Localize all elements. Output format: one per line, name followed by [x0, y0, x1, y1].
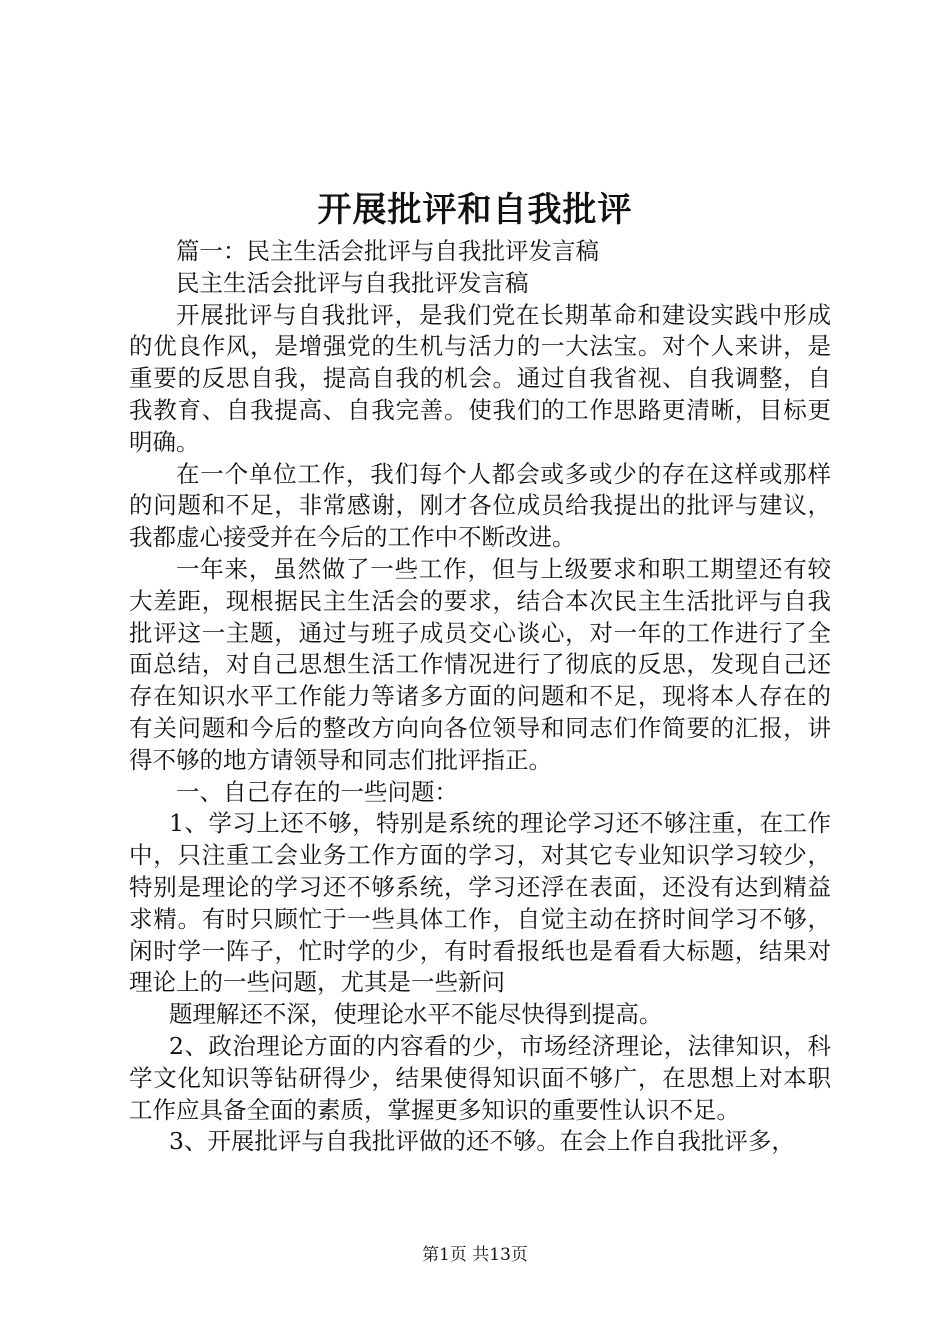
- paragraph: 在一个单位工作，我们每个人都会或多或少的存在这样或那样的问题和不足，非常感谢，刚才各位成员给我提出的批评与建议，我都虚心接受并在今后的工作中不断改进。: [129, 459, 831, 552]
- document-title: 开展批评和自我批评: [317, 190, 633, 230]
- subtitle: 民主生活会批评与自我批评发言稿: [176, 268, 529, 297]
- list-item: 2、政治理论方面的内容看的少，市场经济理论，法律知识，科学文化知识等钻研得少，结果使得知识面不够广，在思想上对本职工作应具备全面的素质，掌握更多知识的重要性认识不足。: [129, 1031, 831, 1124]
- section-heading: 篇一：民主生活会批评与自我批评发言稿: [176, 237, 599, 265]
- paragraph: 一年来，虽然做了一些工作，但与上级要求和职工期望还有较大差距，现根据民主生活会的要求，结合本次民主生活批评与自我批评这一主题，通过与班子成员交心谈心，对一年的工作进行了全面总结，对自己思想生活工作情况进行了彻底的反思，发现自己还存在知识水平工作能力等诸多方面的问题和不足，现将本人存在的有关问题和今后的整改方向向各位领导和同志们作简要的汇报，讲得不够的地方请领导和同志们批评指正。: [129, 554, 831, 774]
- page-footer: 第1页 共13页: [422, 1245, 528, 1265]
- list-item: 3、开展批评与自我批评做的还不够。在会上作自我批评多，: [168, 1127, 795, 1156]
- paragraph-continuation: 题理解还不深，使理论水平不能尽快得到提高。: [168, 1000, 663, 1029]
- paragraph: 开展批评与自我批评，是我们党在长期革命和建设实践中形成的优良作风，是增强党的生机与活力的一大法宝。对个人来讲，是重要的反思自我，提高自我的机会。通过自我省视、自我调整，自我教育、自我提高、自我完善。使我们的工作思路更清晰，目标更明确。: [129, 300, 831, 456]
- list-item: 1、学习上还不够，特别是系统的理论学习还不够注重，在工作中，只注重工会业务工作方面的学习，对其它专业知识学习较少，特别是理论的学习还不够系统，学习还浮在表面，还没有达到精益求精。有时只顾忙于一些具体工作，自觉主动在挤时间学习不够，闲时学一阵子，忙时学的少，有时看报纸也是看看大标题，结果对理论上的一些问题，尤其是一些新问: [129, 809, 831, 997]
- list-heading: 一、自己存在的一些问题：: [176, 777, 458, 806]
- document-body: [129, 236, 831, 1158]
